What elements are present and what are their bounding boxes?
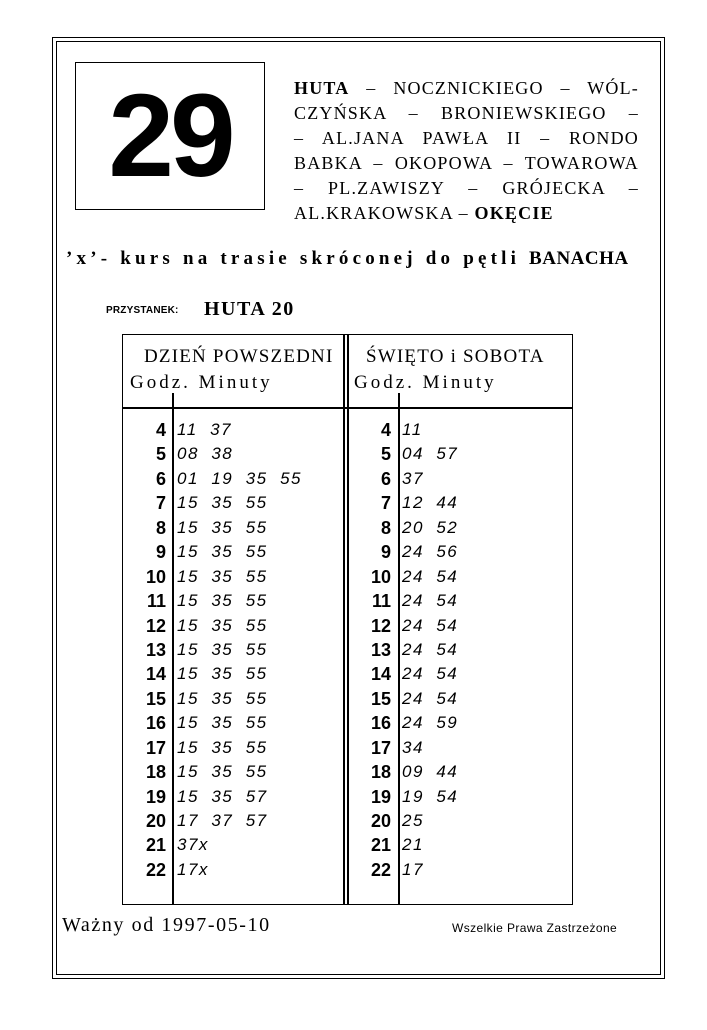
hour-cell: 18 [145,762,166,783]
hour-cell: 8 [380,517,391,538]
weekday-subheader: Godz. Minuty [130,372,273,393]
hour-cell: 14 [145,664,166,685]
minutes-cell: 24 54 [402,591,459,611]
route-segment: BABKA – OKOPOWA – TOWAROWA [294,153,639,173]
minutes-cell: 15 35 57 [177,786,268,806]
holiday-departures [351,418,571,882]
hour-cell: 12 [370,615,391,636]
route-line [294,76,639,101]
timetable-row [126,467,346,491]
timetable-row [351,687,571,711]
minutes-cell: 08 38 [177,444,234,464]
minutes-cell: 24 59 [402,713,459,733]
short-route-note-text: ’x’- kurs na trasie skróconej do pętli [66,248,530,269]
hour-cell: 22 [370,859,391,880]
holiday-title: ŚWIĘTO i SOBOTA [366,346,545,367]
timetable-row [351,491,571,515]
route-segment: – AL.JANA PAWŁA II – RONDO [294,128,639,148]
minutes-cell: 12 44 [402,493,459,513]
timetable-row [126,565,346,589]
timetable-row [126,833,346,857]
route-line [294,101,639,126]
valid-from: Ważny od 1997-05-10 [62,914,271,936]
hour-cell: 7 [155,493,166,514]
timetable-row [351,565,571,589]
timetable-row [351,785,571,809]
route-line [294,176,639,201]
minutes-cell: 34 [402,737,424,757]
minutes-cell: 15 35 55 [177,737,268,757]
timetable-row [351,467,571,491]
minutes-cell: 15 35 55 [177,517,268,537]
timetable-row [351,662,571,686]
minutes-cell: 11 [402,420,423,439]
timetable-divider-second [347,334,349,905]
minutes-cell: 04 57 [402,444,459,464]
minutes-cell: 24 54 [402,615,459,635]
route-terminus: OKĘCIE [474,203,554,223]
hour-cell: 19 [370,786,391,807]
route-segment: CZYŃSKA – BRONIEWSKIEGO – [294,103,639,123]
hour-cell: 19 [145,786,166,807]
minutes-cell: 15 35 55 [177,639,268,659]
timetable-row [351,760,571,784]
hour-cell: 12 [145,615,166,636]
minutes-cell: 15 35 55 [177,688,268,708]
timetable-row [126,760,346,784]
minutes-cell: 24 54 [402,688,459,708]
minutes-cell: 17 [402,859,424,879]
hour-cell: 18 [370,762,391,783]
minutes-cell: 09 44 [402,762,459,782]
minutes-cell: 21 [402,835,424,855]
route-segment: AL.KRAKOWSKA – [294,203,475,223]
hour-cell: 5 [155,444,166,465]
hour-cell: 22 [145,859,166,880]
minutes-cell: 37x [177,835,209,855]
stop-caption: PRZYSTANEK: [106,305,179,316]
timetable-row [351,736,571,760]
hour-cell: 15 [370,688,391,709]
hour-cell: 6 [380,468,391,489]
stop-name: HUTA 20 [204,298,295,320]
minutes-cell: 24 54 [402,639,459,659]
timetable-row [126,687,346,711]
timetable-row [126,442,346,466]
hour-cell: 9 [380,542,391,563]
timetable-row [126,858,346,882]
hour-cell: 21 [145,835,166,856]
timetable-row [126,785,346,809]
minutes-cell: 01 19 35 55 [177,468,302,488]
minutes-cell: 15 35 55 [177,566,268,586]
minutes-cell: 15 35 55 [177,542,268,562]
timetable-row [351,418,571,442]
minutes-cell: 17x [177,859,209,879]
hour-cell: 15 [145,688,166,709]
route-line [294,201,639,226]
route-segment: – NOCZNICKIEGO – WÓL- [349,78,639,98]
weekday-departures [126,418,346,882]
hour-cell: 14 [370,664,391,685]
timetable-row [126,540,346,564]
timetable-row [126,418,346,442]
minutes-cell: 11 37 [177,420,233,439]
hour-cell: 11 [371,591,391,612]
hour-cell: 16 [145,713,166,734]
minutes-cell: 15 35 55 [177,664,268,684]
hour-cell: 20 [370,811,391,831]
minutes-cell: 15 35 55 [177,713,268,733]
copyright-notice: Wszelkie Prawa Zastrzeżone [452,921,618,935]
hour-cell: 17 [370,737,391,758]
minutes-cell: 19 54 [402,786,459,806]
minutes-cell: 24 54 [402,566,459,586]
timetable-row [126,711,346,735]
minutes-cell: 15 35 55 [177,493,268,513]
timetable-row [126,638,346,662]
timetable-header-rule [122,407,573,409]
timetable-row [126,809,346,833]
timetable-row [351,614,571,638]
minutes-cell: 20 52 [402,517,459,537]
line-number: 29 [108,70,232,202]
hour-cell: 9 [155,542,166,563]
route-line [294,151,639,176]
weekday-title: DZIEŃ POWSZEDNI [144,346,334,367]
short-route-note [66,248,629,270]
timetable-row [351,809,571,833]
minutes-cell: 15 35 55 [177,762,268,782]
hour-cell: 10 [370,566,391,587]
timetable-row [126,516,346,540]
timetable-row [126,662,346,686]
minutes-cell: 37 [402,468,424,488]
hour-cell: 13 [145,639,166,660]
timetable-row [351,516,571,540]
route-terminus: HUTA [294,78,350,98]
hour-cell: 16 [370,713,391,734]
minutes-cell: 24 54 [402,664,459,684]
timetable-row [351,711,571,735]
timetable-row [126,491,346,515]
minutes-cell: 25 [402,811,424,830]
hour-cell: 17 [145,737,166,758]
hour-cell: 7 [380,493,391,514]
timetable-row [351,540,571,564]
timetable-row [351,442,571,466]
hour-cell: 5 [380,444,391,465]
short-route-loop-name: BANACHA [529,248,629,269]
hour-cell: 4 [380,420,391,440]
timetable-row [126,614,346,638]
timetable-row [351,589,571,613]
minutes-cell: 15 35 55 [177,615,268,635]
holiday-subheader: Godz. Minuty [354,372,497,393]
hour-cell: 21 [370,835,391,856]
route-line [294,126,639,151]
hour-cell: 13 [370,639,391,660]
timetable-row [351,638,571,662]
timetable-row [126,589,346,613]
timetable-row [351,858,571,882]
hour-cell: 20 [145,811,166,831]
hour-cell: 11 [146,591,166,612]
hour-cell: 4 [155,420,166,440]
hour-cell: 6 [155,468,166,489]
minutes-cell: 24 56 [402,542,459,562]
hour-cell: 10 [145,566,166,587]
timetable-row [126,736,346,760]
minutes-cell: 17 37 57 [177,811,268,830]
hour-cell: 8 [155,517,166,538]
timetable-row [351,833,571,857]
route-segment: – PL.ZAWISZY – GRÓJECKA – [294,178,639,198]
minutes-cell: 15 35 55 [177,591,268,611]
